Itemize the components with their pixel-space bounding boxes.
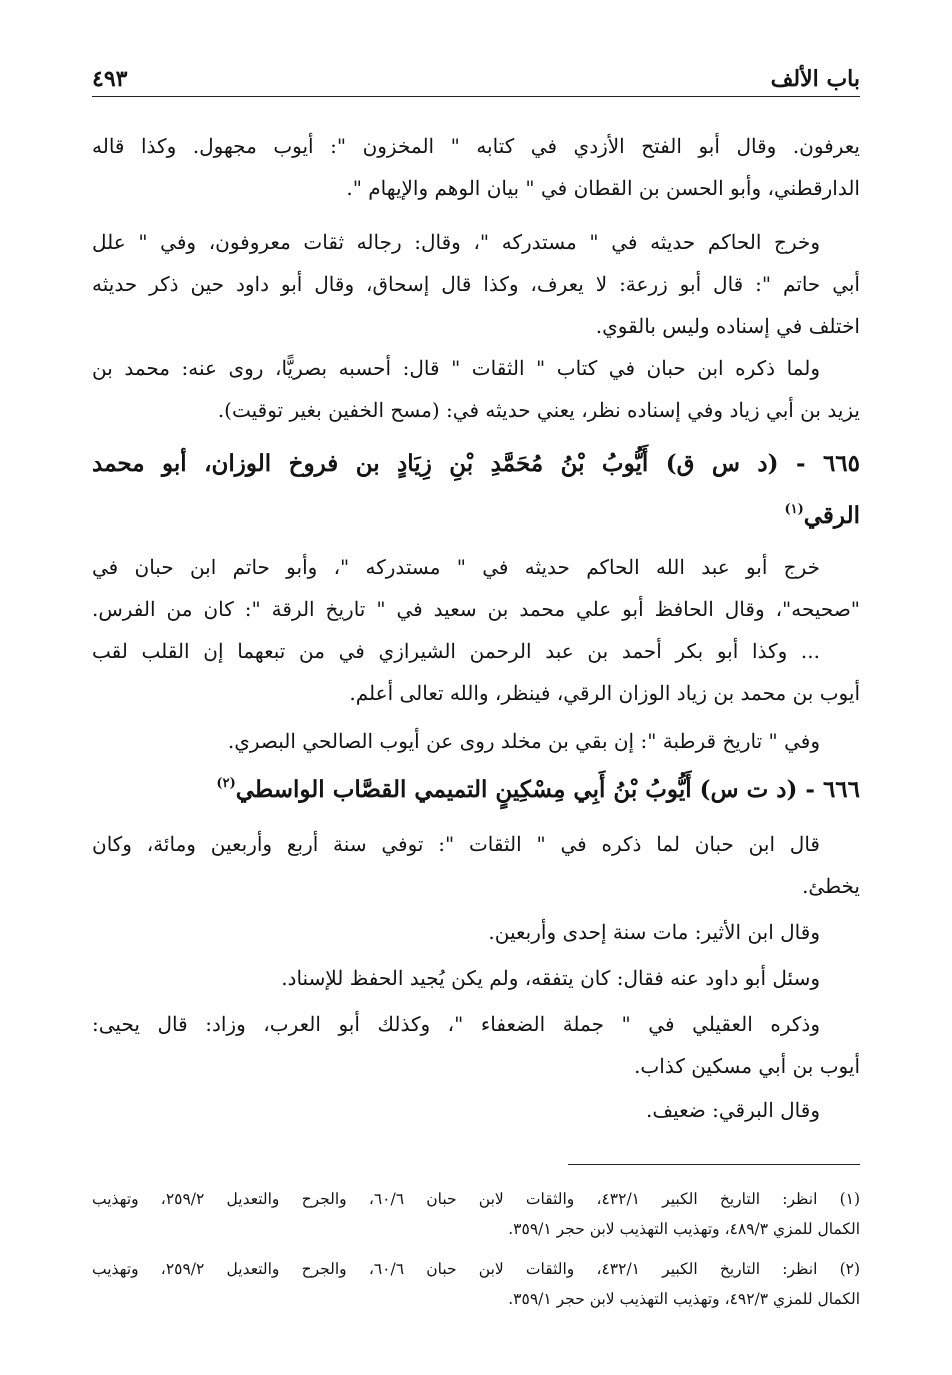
body-line: اختلف في إسناده وليس بالقوي. [595,314,860,338]
footnote-1: (١) انظر: التاريخ الكبير ٤٣٢/١، والثقات لابن حبان ٦٠/٦، والجرح والتعديل ٢٥٩/٢، وتهذيب [92,1190,860,1208]
footnote-separator [568,1164,860,1165]
body-line: خرج أبو عبد الله الحاكم حديثه في " مستدركه "، وأبو حاتم ابن حبان في [92,555,820,579]
body-line: وقال ابن الأثير: مات سنة إحدى وأربعين. [488,920,820,944]
body-line: يخطئ. [802,874,860,898]
chapter-title: باب الألف [770,66,860,92]
entry-665-heading-cont [92,496,860,536]
body-line: الدارقطني، وأبو الحسن بن القطان في " بيان الوهم والإيهام ". [346,176,860,200]
body-line: وفي " تاريخ قرطبة ": إن بقي بن مخلد روى عن أيوب الصالحي البصري. [227,729,820,753]
body-line: أيوب بن أبي مسكين كذاب. [634,1054,860,1078]
body-line: "صحيحه"، وقال الحافظ أبو علي محمد بن سعيد في " تاريخ الرقة ": كان من الفرس. [92,597,860,621]
footnote-1-cont: الكمال للمزي ٤٨٩/٣، وتهذيب التهذيب لابن حجر ٣٥٩/١. [508,1220,860,1238]
body-line: وخرج الحاكم حديثه في " مستدركه "، وقال: رجاله ثقات معروفون، وفي " علل [92,230,820,254]
footnote-2-cont: الكمال للمزي ٤٩٢/٣، وتهذيب التهذيب لابن حجر ٣٥٩/١. [508,1290,860,1308]
body-line: قال ابن حبان لما ذكره في " الثقات ": توفي سنة أربع وأربعين ومائة، وكان [92,832,820,856]
entry-665-heading: ٦٦٥ - (د س ق) أَيُّوبُ بْنُ مُحَمَّدِ بْنِ زِيَادٍ بن فروخ الوزان، أبو محمد [92,450,860,477]
entry-666-name: ٦٦٦ - (د ت س) أَيُّوبُ بْنُ أَبِي مِسْكِينٍ التميمي القصَّاب الواسطي [235,776,860,803]
entry-665-name-end: الرقي [803,502,860,529]
body-line: أبي حاتم ": قال أبو زرعة: لا يعرف، وكذا قال إسحاق، وقال أبو داود حين ذكر حديثه [92,272,860,296]
entry-666-heading [92,770,860,810]
body-line: ولما ذكره ابن حبان في كتاب " الثقات " قال: أحسبه بصريًّا، روى عنه: محمد بن [92,356,820,380]
footnote-ref-2: (٢) [216,776,236,791]
body-line: ... وكذا أبو بكر أحمد بن عبد الرحمن الشيرازي في من تبعهما إن القلب لقب [92,639,820,663]
body-line: وذكره العقيلي في " جملة الضعفاء "، وكذلك أبو العرب، وزاد: قال يحيى: [92,1012,820,1036]
body-line: يزيد بن أبي زياد وفي إسناده نظر، يعني حديثه في: (مسح الخفين بغير توقيت). [217,398,860,422]
body-line: وسئل أبو داود عنه فقال: كان يتفقه، ولم يكن يُجيد الحفظ للإسناد. [281,966,820,990]
body-line: أيوب بن محمد بن زياد الوزان الرقي، فينظر، والله تعالى أعلم. [349,681,860,705]
page-header [92,58,860,97]
page-number: ٤٩٣ [92,66,128,92]
footnote-2: (٢) انظر: التاريخ الكبير ٤٣٢/١، والثقات لابن حبان ٦٠/٦، والجرح والتعديل ٢٥٩/٢، وتهذيب [92,1260,860,1278]
footnote-ref-1: (١) [784,502,804,517]
body-line: وقال البرقي: ضعيف. [646,1098,820,1122]
body-line: يعرفون. وقال أبو الفتح الأزدي في كتابه " المخزون ": أيوب مجهول. وكذا قاله [92,134,860,158]
